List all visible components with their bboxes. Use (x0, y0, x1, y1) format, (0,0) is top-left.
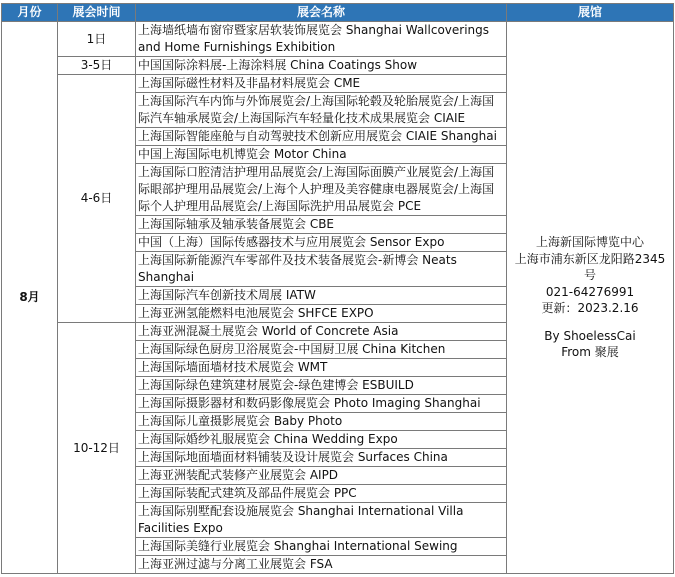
month-cell: 8月 (2, 22, 58, 574)
expo-name-cell: 上海国际磁性材料及非晶材料展览会 CME (136, 75, 507, 93)
expo-name-cell: 上海国际汽车内饰与外饰展览会/上海国际轮毂及轮胎展览会/上海国际汽车轴承展览会/上海国际汽车轻量化技术成果展览会 CIAIE (136, 93, 507, 128)
header-dates: 展会时间 (58, 4, 136, 22)
venue-cell (507, 22, 674, 574)
expo-name-cell: 上海墙纸墙布窗帘暨家居软装饰展览会 Shanghai Wallcoverings and Home Furnishings Exhibition (136, 22, 507, 57)
expo-name-cell: 上海国际摄影器材和数码影像展览会 Photo Imaging Shanghai (136, 395, 507, 413)
expo-name-cell: 上海亚洲混凝土展览会 World of Concrete Asia (136, 323, 507, 341)
expo-name-cell: 上海国际装配式建筑及部品件展览会 PPC (136, 485, 507, 503)
header-hall: 展馆 (507, 4, 674, 22)
date-cell: 10-12日 (58, 323, 136, 574)
date-cell: 1日 (58, 22, 136, 57)
header-month: 月份 (2, 4, 58, 22)
expo-name-cell: 上海国际汽车创新技术周展 IATW (136, 287, 507, 305)
expo-schedule-table (1, 3, 674, 574)
expo-name-cell: 上海国际口腔清洁护理用品展览会/上海国际面膜产业展览会/上海国际眼部护理用品展览会/上海个人护理及美容健康电器展览会/上海国际个人护理用品展览会/上海国际洗护用品展览会 PCE (136, 164, 507, 216)
table-row (2, 22, 674, 57)
expo-name-cell: 上海国际地面墙面材料铺装及设计展览会 Surfaces China (136, 449, 507, 467)
expo-name-cell: 上海国际墙面墙材技术展览会 WMT (136, 359, 507, 377)
expo-name-cell: 上海国际新能源汽车零部件及技术装备展览会-新博会 Neats Shanghai (136, 252, 507, 287)
expo-name-cell: 上海国际婚纱礼服展览会 China Wedding Expo (136, 431, 507, 449)
table-header-row (2, 4, 674, 22)
expo-name-cell: 上海国际绿色建筑建材展览会-绿色建博会 ESBUILD (136, 377, 507, 395)
credit-author: By ShoelessCai (544, 328, 636, 343)
header-name: 展会名称 (136, 4, 507, 22)
expo-name-cell: 上海国际绿色厨房卫浴展览会-中国厨卫展 China Kitchen (136, 341, 507, 359)
expo-name-cell: 上海国际美缝行业展览会 Shanghai International Sewing (136, 538, 507, 556)
expo-name-cell: 上海国际别墅配套设施展览会 Shanghai International Villa Facilities Expo (136, 503, 507, 538)
expo-name-cell: 上海国际轴承及轴承装备展览会 CBE (136, 216, 507, 234)
table-body (2, 22, 674, 574)
date-cell: 3-5日 (58, 57, 136, 75)
credit-source: From 聚展 (561, 345, 619, 360)
expo-name-cell: 中国国际涂料展-上海涂料展 China Coatings Show (136, 57, 507, 75)
venue-address: 上海市浦东新区龙阳路2345号 (514, 251, 666, 283)
update-date: 更新：2023.2.16 (541, 301, 639, 316)
venue-phone: 021-64276991 (545, 284, 635, 299)
expo-name-cell: 上海国际儿童摄影展览会 Baby Photo (136, 413, 507, 431)
expo-name-cell: 中国（上海）国际传感器技术与应用展览会 Sensor Expo (136, 234, 507, 252)
expo-name-cell: 上海亚洲氢能燃料电池展览会 SHFCE EXPO (136, 305, 507, 323)
expo-name-cell: 中国上海国际电机博览会 Motor China (136, 146, 507, 164)
date-cell: 4-6日 (58, 75, 136, 323)
expo-name-cell: 上海亚洲过滤与分离工业展览会 FSA (136, 556, 507, 574)
spacer (509, 317, 671, 328)
expo-name-cell: 上海国际智能座舱与自动驾驶技术创新应用展览会 CIAIE Shanghai (136, 128, 507, 146)
venue-name: 上海新国际博览中心 (535, 235, 644, 250)
expo-name-cell: 上海亚洲装配式装修产业展览会 AIPD (136, 467, 507, 485)
